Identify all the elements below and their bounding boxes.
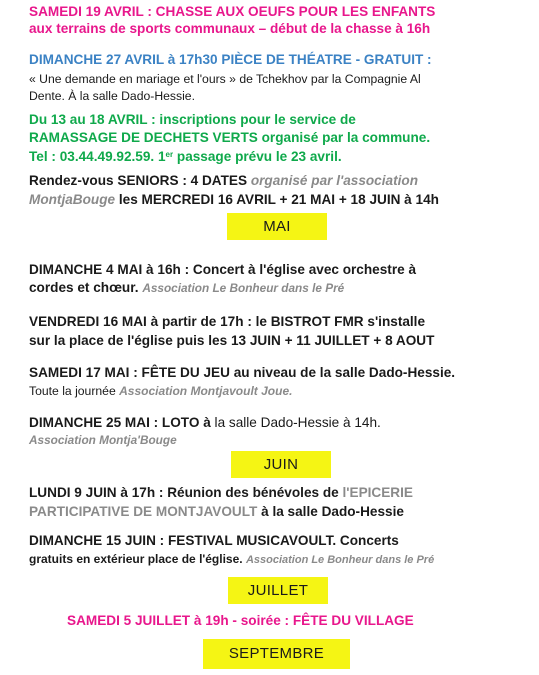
month-header-septembre: SEPTEMBRE xyxy=(203,639,350,669)
event-title: DIMANCHE 15 JUIN : FESTIVAL MUSICAVOULT. Concerts xyxy=(29,533,399,548)
month-header-mai: MAI xyxy=(227,213,327,240)
event-title: Rendez-vous SENIORS : 4 DATES organisé par l'association xyxy=(29,173,418,188)
organizer: Association Le Bonheur dans le Pré xyxy=(142,281,345,295)
event-title: DIMANCHE 4 MAI à 16h : Concert à l'église avec orchestre à xyxy=(29,262,417,277)
organizer: Association Montjavoult Joue. xyxy=(119,384,293,398)
event-title: DIMANCHE 25 MAI : LOTO à la salle Dado-Hessie à 14h. xyxy=(29,415,381,430)
event-detail: sur la place de l'église puis les 13 JUIN + 11 JUILLET + 8 AOUT xyxy=(29,333,435,348)
event-detail: « Une demande en mariage et l'ours » de Tchekhov par la Compagnie Al xyxy=(29,72,421,86)
organizer: PARTICIPATIVE DE MONTJAVOULT xyxy=(29,504,258,519)
event-line xyxy=(29,4,435,20)
event-title: DIMANCHE 27 AVRIL à 17h30 PIÈCE DE THÉATRE - GRATUIT : xyxy=(29,52,432,67)
event-detail: MontjaBouge les MERCREDI 16 AVRIL + 21 MAI + 18 JUIN à 14h xyxy=(29,192,439,207)
event-detail: PARTICIPATIVE DE MONTJAVOULT à la salle Dado-Hessie xyxy=(29,504,404,519)
organizer: Association Le Bonheur dans le Pré xyxy=(245,554,435,566)
event-detail: RAMASSAGE DE DECHETS VERTS organisé par la commune. xyxy=(29,130,431,145)
event-detail: Toute la journée Association Montjavoult Joue. xyxy=(29,384,293,398)
event-title: VENDREDI 16 MAI à partir de 17h : le BISTROT FMR s'installe xyxy=(29,314,426,329)
event-detail: aux terrains de sports communaux – début de la chasse à 16h xyxy=(29,21,431,36)
event-title: SAMEDI 5 JUILLET à 19h - soirée : FÊTE DU VILLAGE xyxy=(67,613,414,628)
event-detail: Dente. À la salle Dado-Hessie. xyxy=(29,89,195,103)
event-date: SAMEDI 19 AVRIL xyxy=(29,4,144,19)
month-header-juin: JUIN xyxy=(231,451,331,478)
organizer: Association Montja'Bouge xyxy=(29,433,177,447)
organizer: organisé par l'association xyxy=(250,173,418,188)
event-title: : CHASSE AUX OEUFS POUR LES ENFANTS xyxy=(143,4,436,19)
event-phone: Tel : 03.44.49.92.59. 1er passage prévu le 23 avril. xyxy=(29,149,342,164)
event-detail: cordes et chœur. Association Le Bonheur dans le Pré xyxy=(29,280,345,295)
organizer: MontjaBouge xyxy=(29,192,116,207)
event-title: SAMEDI 17 MAI : FÊTE DU JEU au niveau de la salle Dado-Hessie. xyxy=(29,365,456,380)
event-detail: gratuits en extérieur place de l'église. Association Le Bonheur dans le Pré xyxy=(29,552,435,566)
event-title: Du 13 au 18 AVRIL : inscriptions pour le service de xyxy=(29,112,356,127)
event-title: LUNDI 9 JUIN à 17h : Réunion des bénévoles de l'EPICERIE xyxy=(29,485,413,500)
month-header-juillet: JUILLET xyxy=(228,577,328,604)
organizer: l'EPICERIE xyxy=(342,485,413,500)
